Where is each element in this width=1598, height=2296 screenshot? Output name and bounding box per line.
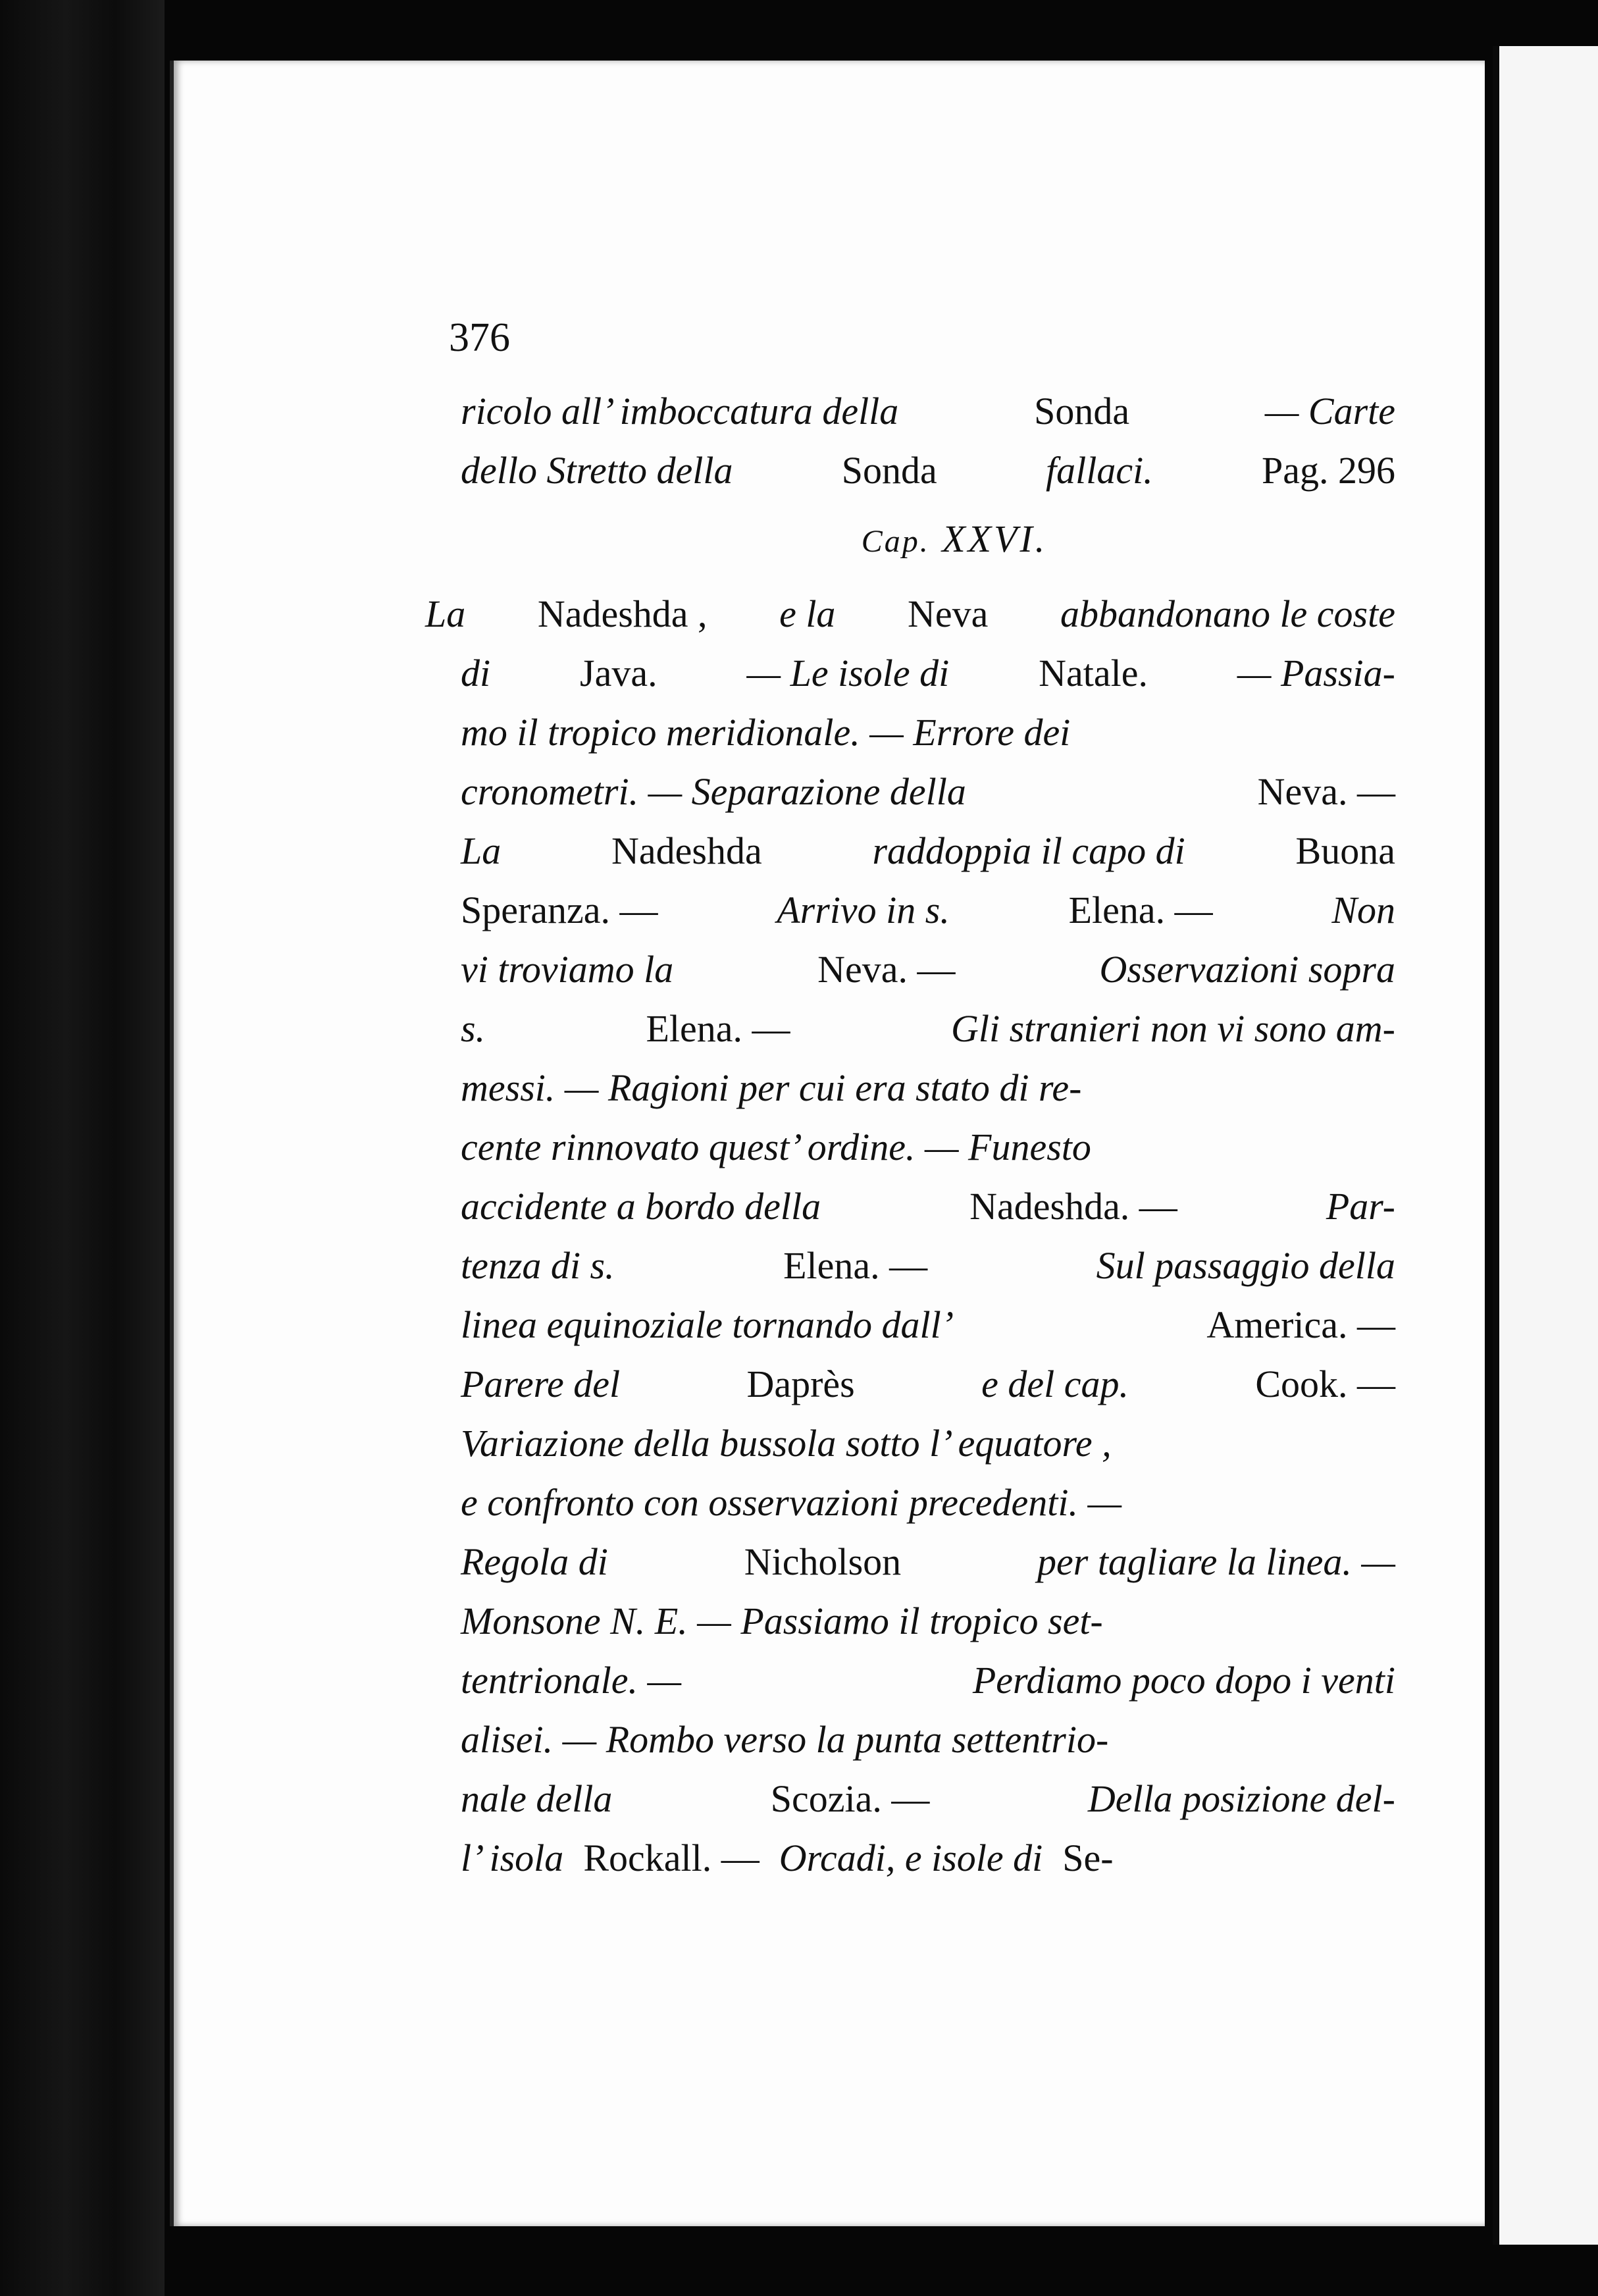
text-segment: Se- xyxy=(1062,1837,1114,1879)
summary-line xyxy=(461,1473,1395,1532)
text-segment: Nadeshda. — xyxy=(969,1185,1177,1228)
summary-line xyxy=(461,1058,1395,1118)
text-segment: nale della xyxy=(461,1777,613,1820)
summary-line xyxy=(461,1829,1395,1888)
text-segment: Neva. — xyxy=(1257,770,1395,813)
summary-line xyxy=(461,1414,1395,1473)
text-segment: ricolo all’ imboccatura della xyxy=(461,390,899,432)
text-segment: Neva. — xyxy=(817,948,956,991)
summary-line xyxy=(461,1532,1395,1592)
text-segment: Speranza. — xyxy=(461,889,658,931)
text-segment: Orcadi, e isole di xyxy=(779,1837,1043,1879)
text-segment: — Carte xyxy=(1264,390,1395,432)
intro-line xyxy=(461,441,1395,500)
chapter-heading xyxy=(461,509,1395,571)
text-segment: Elena. — xyxy=(783,1244,928,1287)
text-segment: Par- xyxy=(1326,1185,1395,1228)
text-segment: Rockall. — xyxy=(583,1837,760,1879)
summary-line xyxy=(461,999,1395,1058)
text-segment: Java. xyxy=(580,652,657,694)
text-segment: Gli stranieri non vi sono am- xyxy=(950,1007,1395,1050)
summary-line xyxy=(461,1295,1395,1355)
text-segment: Osservazioni sopra xyxy=(1099,948,1395,991)
text-segment: dello Stretto della xyxy=(461,449,733,492)
summary-line xyxy=(461,703,1395,762)
summary-line xyxy=(461,1177,1395,1236)
book-binding xyxy=(0,0,165,2296)
chapter-prefix: Cap. xyxy=(861,524,930,559)
summary-line xyxy=(461,1118,1395,1177)
text-segment: tenza di s. xyxy=(461,1244,615,1287)
summary-line xyxy=(461,822,1395,881)
text-segment: tentrionale. — xyxy=(461,1659,682,1702)
text-segment: l’ isola xyxy=(461,1837,564,1879)
summary-line xyxy=(461,1769,1395,1829)
text-segment: Della posizione del- xyxy=(1087,1777,1395,1820)
summary-line xyxy=(461,940,1395,999)
adjacent-page-edge xyxy=(1493,46,1598,2245)
summary-line xyxy=(461,644,1395,703)
text-segment: vi troviamo la xyxy=(461,948,674,991)
text-segment: fallaci. xyxy=(1046,449,1153,492)
text-segment: Variazione della bussola sotto l’ equatore , xyxy=(461,1422,1112,1465)
text-segment: La xyxy=(425,592,466,635)
summary-line xyxy=(425,585,1395,644)
intro-lines xyxy=(461,382,1395,500)
text-segment: e del cap. xyxy=(981,1363,1129,1405)
summary-line xyxy=(461,1355,1395,1414)
text-segment: La xyxy=(461,829,502,872)
text-segment: Sonda xyxy=(841,449,937,492)
text-segment: Sul passaggio della xyxy=(1096,1244,1395,1287)
text-segment: Buona xyxy=(1295,829,1395,872)
text-segment: accidente a bordo della xyxy=(461,1185,821,1228)
text-segment: raddoppia il capo di xyxy=(872,829,1185,872)
page-number: 376 xyxy=(449,315,510,360)
text-segment: Elena. — xyxy=(1068,889,1213,931)
text-segment: abbandonano le coste xyxy=(1060,592,1395,635)
text-segment: Nadeshda xyxy=(611,829,762,872)
intro-line xyxy=(461,382,1395,441)
text-segment: Monsone N. E. — Passiamo il tropico set- xyxy=(461,1600,1103,1642)
text-segment: Non xyxy=(1331,889,1395,931)
text-segment: Regola di xyxy=(461,1540,608,1583)
text-segment: s. xyxy=(461,1007,486,1050)
text-segment: Daprès xyxy=(746,1363,855,1405)
text-segment: per tagliare la linea. — xyxy=(1037,1540,1395,1583)
summary-line xyxy=(461,1236,1395,1295)
text-segment: e confronto con osservazioni precedenti. — xyxy=(461,1481,1122,1524)
text-segment: Pag. 296 xyxy=(1262,449,1395,492)
summary-line xyxy=(461,1710,1395,1769)
text-segment: Natale. xyxy=(1039,652,1148,694)
text-segment: Elena. — xyxy=(646,1007,790,1050)
text-segment: Cook. — xyxy=(1255,1363,1395,1405)
text-segment: Perdiamo poco dopo i venti xyxy=(972,1659,1395,1702)
summary-line xyxy=(461,1592,1395,1651)
text-segment: alisei. — Rombo verso la punta settentrio- xyxy=(461,1718,1109,1761)
text-segment: cente rinnovato quest’ ordine. — Funesto xyxy=(461,1126,1091,1168)
table-of-contents-text xyxy=(425,382,1395,1888)
text-segment: mo il tropico meridionale. — Errore dei xyxy=(461,711,1071,754)
text-segment: Arrivo in s. xyxy=(777,889,950,931)
summary-line xyxy=(461,762,1395,822)
text-segment: — Le isole di xyxy=(746,652,950,694)
text-segment: messi. — Ragioni per cui era stato di re- xyxy=(461,1066,1082,1109)
summary-line xyxy=(461,1651,1395,1710)
chapter-summary xyxy=(425,585,1395,1888)
text-segment: Neva xyxy=(908,592,989,635)
text-segment: Sonda xyxy=(1034,390,1130,432)
text-segment: Nicholson xyxy=(744,1540,902,1583)
text-segment: cronometri. — Separazione della xyxy=(461,770,966,813)
text-segment: America. — xyxy=(1206,1303,1395,1346)
text-segment: linea equinoziale tornando dall’ xyxy=(461,1303,954,1346)
text-segment: Scozia. — xyxy=(770,1777,930,1820)
text-segment: Nadeshda , xyxy=(537,592,708,635)
text-segment: di xyxy=(461,652,491,694)
summary-line xyxy=(461,881,1395,940)
text-segment: Parere del xyxy=(461,1363,621,1405)
text-segment: e la xyxy=(779,592,836,635)
text-segment: — Passia- xyxy=(1237,652,1395,694)
chapter-number: XXVI. xyxy=(942,517,1048,560)
